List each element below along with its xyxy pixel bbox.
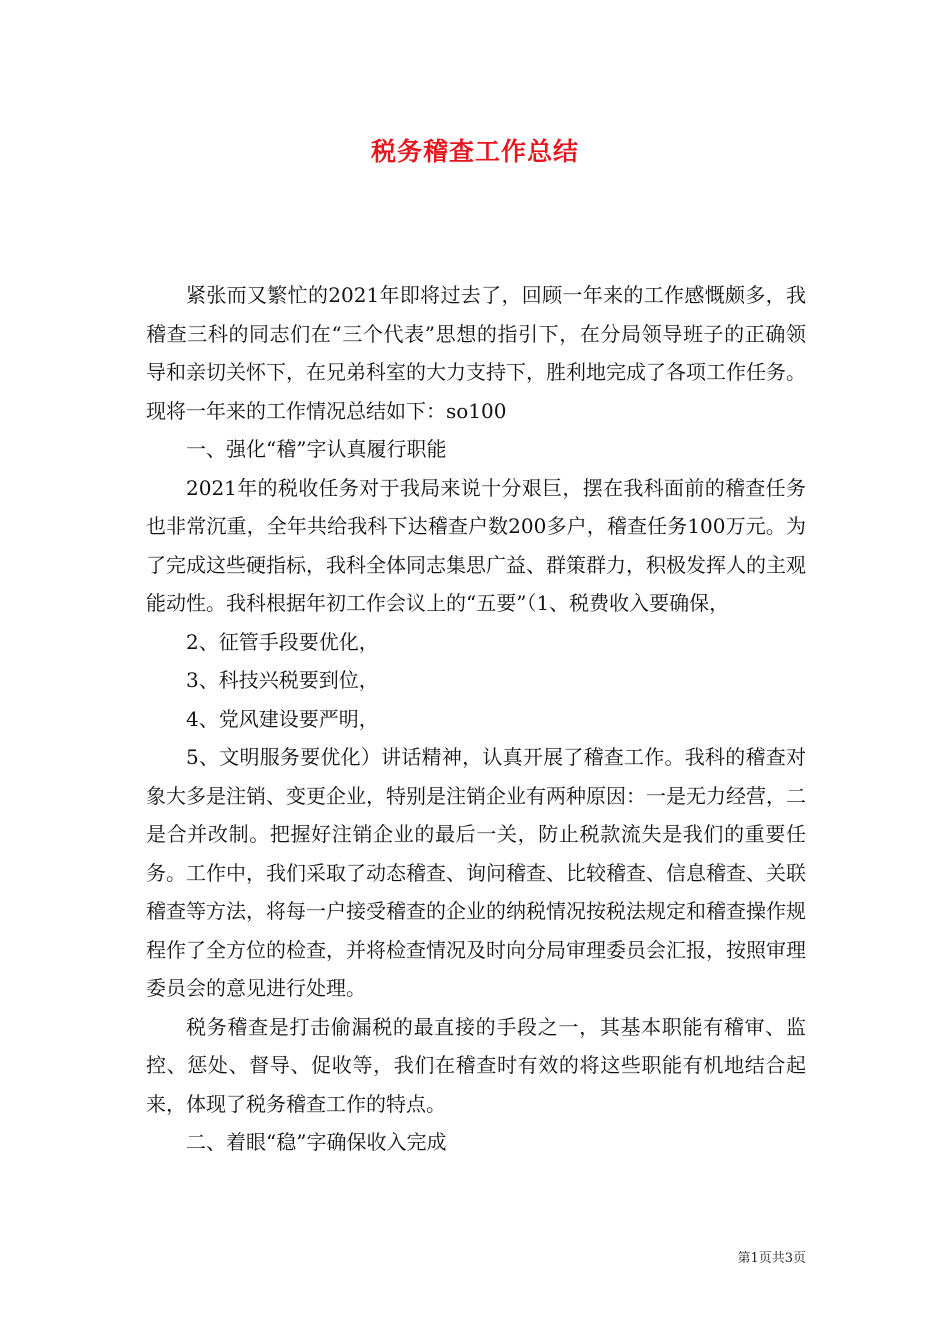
section-heading-2: 二、着眼“稳”字确保收入完成 bbox=[186, 1130, 447, 1154]
document-title: 税务稽查工作总结 bbox=[370, 137, 579, 166]
document-body bbox=[146, 276, 806, 1162]
section-heading-1: 一、强化“稽”字认真履行职能 bbox=[186, 437, 447, 461]
page-number: 第1页共3页 bbox=[737, 1251, 806, 1266]
list-item-4: 4、党风建设要严明， bbox=[186, 706, 379, 731]
paragraph-audit-work: 5、文明服务要优化）讲话精神，认真开展了稽查工作。我科的稽查对象大多是注销、变更企业，特别是注销企业有两种原因：一是无力经营，二是合并改制。把握好注销企业的最后一关，防止税款流失是我们的重要任务。工作中，我们采取了动态稽查、询问稽查、比较稽查、信息稽查、关联稽查等方法，将每一户接受稽查的企业的纳税情况按税法规定和稽查操作规程作了全方位的检查，并将检查情况及时向分局审理委员会汇报，按照审理委员会的意见进行处理。 bbox=[146, 745, 806, 1000]
paragraph-tasks: 2021年的税收任务对于我局来说十分艰巨，摆在我科面前的稽查任务也非常沉重，全年共给我科下达稽查户数200多户，稽查任务100万元。为了完成这些硬指标，我科全体同志集思广益、群策群力，积极发挥人的主观能动性。我科根据年初工作会议上的“五要”（1、税费收入要确保， bbox=[146, 475, 806, 615]
paragraph-intro: 紧张而又繁忙的2021年即将过去了，回顾一年来的工作感慨颇多，我稽查三科的同志们在“三个代表”思想的指引下，在分局领导班子的正确领导和亲切关怀下，在兄弟科室的大力支持下，胜利地完成了各项工作任务。现将一年来的工作情况总结如下：so100 bbox=[146, 283, 806, 423]
list-item-2: 2、征管手段要优化， bbox=[186, 629, 379, 654]
paragraph-audit-functions: 税务稽查是打击偷漏税的最直接的手段之一，其基本职能有稽审、监控、惩处、督导、促收等，我们在稽查时有效的将这些职能有机地结合起来，体现了税务稽查工作的特点。 bbox=[146, 1014, 806, 1116]
list-item-3: 3、科技兴税要到位， bbox=[186, 668, 379, 692]
